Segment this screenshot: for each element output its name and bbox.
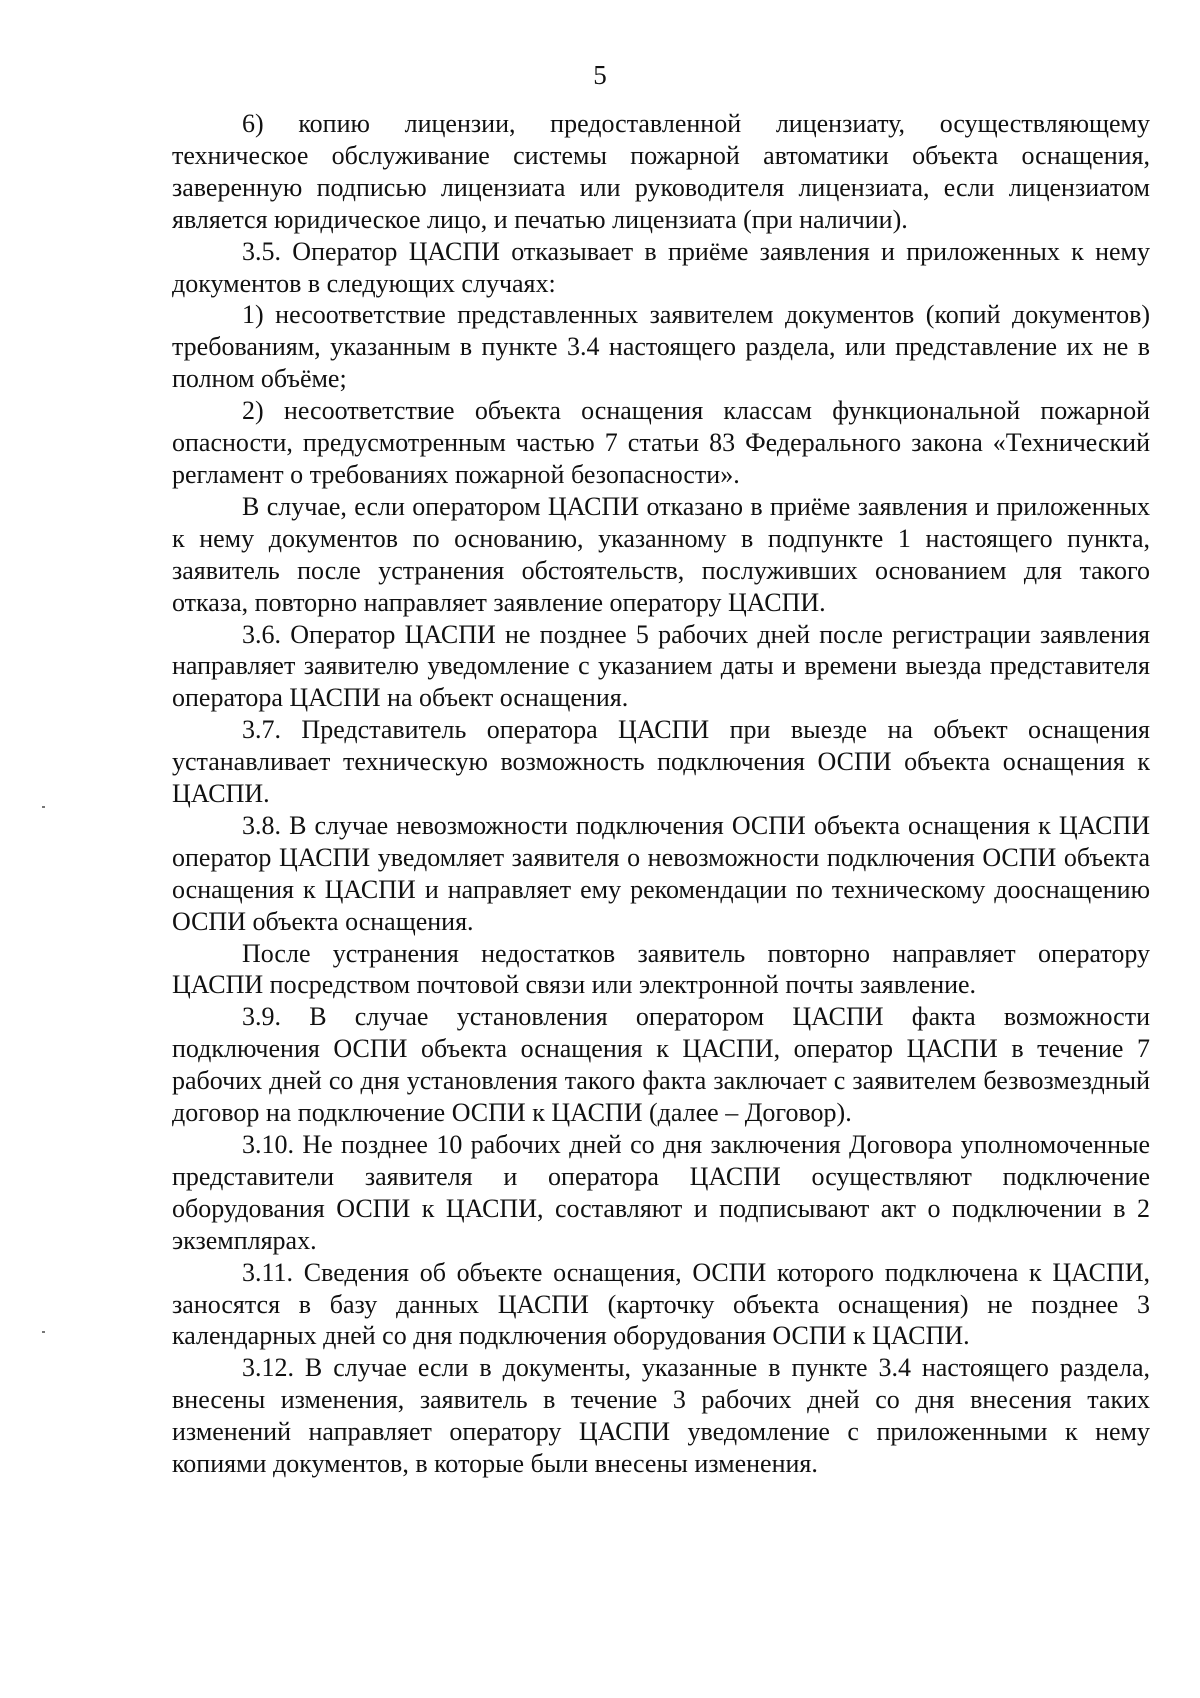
paragraph-3-8: 3.8. В случае невозможности подключения ОСПИ объекта оснащения к ЦАСПИ оператор ЦАСПИ уведомляет заявителя о невозможности подключения ОСПИ объекта оснащения к ЦАСПИ и направляет ему рекомендации по техническому дооснащению ОСПИ объекта оснащения. bbox=[172, 810, 1150, 936]
document-body bbox=[172, 108, 1150, 1480]
page-number: 5 bbox=[593, 60, 607, 90]
paragraph-item-6: 6) копию лицензии, предоставленной лицензиату, осуществляющему техническое обслуживание системы пожарной автоматики объекта оснащения, заверенную подписью лицензиата или руководителя лицензиата, если лицензиатом является юридическое лицо, и печатью лицензиата (при наличии). bbox=[172, 109, 1150, 234]
paragraph-item-1: 1) несоответствие представленных заявителем документов (копий документов) требованиям, указанным в пункте 3.4 настоящего раздела, или представление их не в полном объёме; bbox=[172, 300, 1150, 394]
paragraph-3-6: 3.6. Оператор ЦАСПИ не позднее 5 рабочих дней после регистрации заявления направляет заявителю уведомление с указанием даты и времени выезда представителя оператора ЦАСПИ на объект оснащения. bbox=[172, 619, 1150, 713]
scan-speck bbox=[42, 806, 45, 808]
scan-speck bbox=[42, 1331, 45, 1333]
paragraph-refusal-case: В случае, если оператором ЦАСПИ отказано в приёме заявления и приложенных к нему документов по основанию, указанному в подпункте 1 настоящего пункта, заявитель после устранения обстоятельств, послуживших основанием для такого отказа, повторно направляет заявление оператору ЦАСПИ. bbox=[172, 491, 1150, 617]
paragraph-item-2: 2) несоответствие объекта оснащения классам функциональной пожарной опасности, предусмотренным частью 7 статьи 83 Федерального закона «Технический регламент о требованиях пожарной безопасности». bbox=[172, 396, 1150, 489]
paragraph-3-11: 3.11. Сведения об объекте оснащения, ОСПИ которого подключена к ЦАСПИ, заносятся в базу данных ЦАСПИ (карточку объекта оснащения) не позднее 3 календарных дней со дня подключения оборудования ОСПИ к ЦАСПИ. bbox=[172, 1257, 1150, 1351]
paragraph-3-9: 3.9. В случае установления оператором ЦАСПИ факта возможности подключения ОСПИ объекта оснащения к ЦАСПИ, оператор ЦАСПИ в течение 7 рабочих дней со дня установления такого факта заключает с заявителем безвозмездный договор на подключение ОСПИ к ЦАСПИ (далее – Договор). bbox=[172, 1002, 1150, 1128]
paragraph-3-7: 3.7. Представитель оператора ЦАСПИ при выезде на объект оснащения устанавливает техническую возможность подключения ОСПИ объекта оснащения к ЦАСПИ. bbox=[172, 715, 1150, 809]
paragraph-3-5: 3.5. Оператор ЦАСПИ отказывает в приёме заявления и приложенных к нему документов в следующих случаях: bbox=[172, 236, 1150, 298]
paragraph-after-fix: После устранения недостатков заявитель повторно направляет оператору ЦАСПИ посредством почтовой связи или электронной почты заявление. bbox=[172, 938, 1150, 1000]
paragraph-3-12: 3.12. В случае если в документы, указанные в пункте 3.4 настоящего раздела, внесены изменения, заявитель в течение 3 рабочих дней со дня внесения таких изменений направляет оператору ЦАСПИ уведомление с приложенными к нему копиями документов, в которые были внесены изменения. bbox=[172, 1353, 1150, 1479]
paragraph-3-10: 3.10. Не позднее 10 рабочих дней со дня заключения Договора уполномоченные представители заявителя и оператора ЦАСПИ осуществляют подключение оборудования ОСПИ к ЦАСПИ, составляют и подписывают акт о подключении в 2 экземплярах. bbox=[172, 1130, 1150, 1255]
